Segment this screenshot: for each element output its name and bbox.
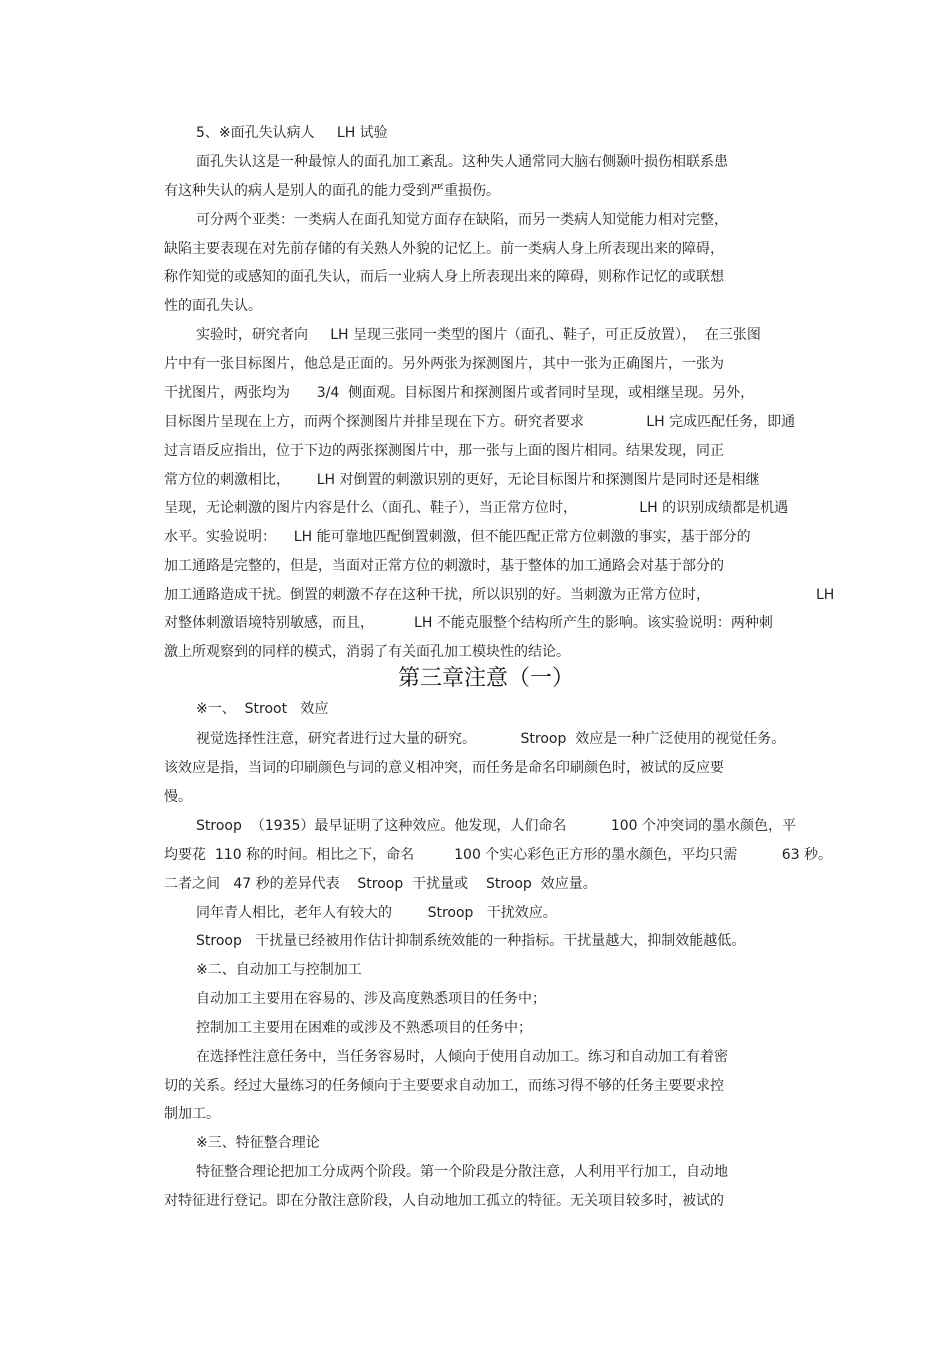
subheading-feature-integration: ※三、特征整合理论 <box>196 1135 320 1151</box>
paragraph-line: 均要花 110 称的时间。相比之下，命名 100 个实心彩色正方形的墨水颜色，平均只需 63 秒。 <box>164 847 833 863</box>
paragraph-line: 目标图片呈现在上方，而两个探测图片并排呈现在下方。研究者要求 LH 完成匹配任务，即通 <box>164 414 796 430</box>
paragraph-line: 干扰图片，两张均为 3/4 侧面观。目标图片和探测图片或者同时呈现，或相继呈现。另外， <box>164 385 755 401</box>
paragraph-line: 呈现，无论刺激的图片内容是什么（面孔、鞋子），当正常方位时， LH 的识别成绩都是机遇 <box>164 500 789 516</box>
paragraph-line: 水平。实验说明： LH 能可靠地匹配倒置刺激，但不能匹配正常方位刺激的事实，基于部分的 <box>164 529 751 545</box>
paragraph-line: LH <box>816 587 835 603</box>
paragraph-line: 慢。 <box>164 789 192 805</box>
paragraph-line: 性的面孔失认。 <box>164 298 262 314</box>
paragraph-line: 对整体刺激语境特别敏感，而且， LH 不能克服整个结构所产生的影响。该实验说明：两种刺 <box>164 615 773 631</box>
paragraph-line: 制加工。 <box>164 1106 220 1122</box>
subheading-stroop: ※一、 Stroot 效应 <box>196 701 329 717</box>
paragraph-line: 过言语反应指出，位于下边的两张探测图片中，那一张与上面的图片相同。结果发现，同正 <box>164 443 724 459</box>
paragraph-line: 切的关系。经过大量练习的任务倾向于主要要求自动加工，而练习得不够的任务主要要求控 <box>164 1078 724 1094</box>
paragraph-line: 可分两个亚类：一类病人在面孔知觉方面存在缺陷，而另一类病人知觉能力相对完整， <box>196 212 728 228</box>
paragraph-line: 加工通路是完整的，但是，当面对正常方位的刺激时，基于整体的加工通路会对基于部分的 <box>164 558 724 574</box>
paragraph-line: 面孔失认这是一种最惊人的面孔加工紊乱。这种失人通常同大脑右侧颞叶损伤相联系患 <box>196 154 728 170</box>
paragraph-line: 片中有一张目标图片，他总是正面的。另外两张为探测图片，其中一张为正确图片，一张为 <box>164 356 724 372</box>
paragraph-line: 该效应是指，当词的印刷颜色与词的意义相冲突，而任务是命名印刷颜色时，被试的反应要 <box>164 760 724 776</box>
paragraph-line: 常方位的刺激相比， LH 对倒置的刺激识别的更好，无论目标图片和探测图片是同时还是相继 <box>164 472 760 488</box>
paragraph-line: 视觉选择性注意，研究者进行过大量的研究。 Stroop 效应是一种广泛使用的视觉任务。 <box>196 731 786 747</box>
paragraph-line: 在选择性注意任务中，当任务容易时，人倾向于使用自动加工。练习和自动加工有着密 <box>196 1049 728 1065</box>
paragraph-line: 加工通路造成干扰。倒置的刺激不存在这种干扰，所以识别的好。当刺激为正常方位时， <box>164 587 710 603</box>
paragraph-line: 有这种失认的病人是别人的面孔的能力受到严重损伤。 <box>164 183 500 199</box>
paragraph-line: 对特征进行登记。即在分散注意阶段，人自动地加工孤立的特征。无关项目较多时，被试的 <box>164 1193 724 1209</box>
paragraph-line: 实验时，研究者向 LH 呈现三张同一类型的图片（面孔、鞋子，可正反放置）， 在三张图 <box>196 327 761 343</box>
paragraph-line: 激上所观察到的同样的模式，消弱了有关面孔加工模块性的结论。 <box>164 644 570 660</box>
subheading-auto-control: ※二、自动加工与控制加工 <box>196 962 362 978</box>
paragraph-line: Stroop （1935）最早证明了这种效应。他发现，人们命名 100 个冲突词的墨水颜色，平 <box>196 818 797 834</box>
paragraph-line: 缺陷主要表现在对先前存储的有关熟人外貌的记忆上。前一类病人身上所表现出来的障碍， <box>164 241 724 257</box>
section-5-heading: 5、※面孔失认病人 LH 试验 <box>196 125 388 141</box>
paragraph-line: 二者之间 47 秒的差异代表 Stroop 干扰量或 Stroop 效应量。 <box>164 876 597 892</box>
paragraph-line: 称作知觉的或感知的面孔失认，而后一业病人身上所表现出来的障碍，则称作记忆的或联想 <box>164 269 724 285</box>
paragraph-line: 特征整合理论把加工分成两个阶段。第一个阶段是分散注意，人利用平行加工，自动地 <box>196 1164 728 1180</box>
paragraph-line: 同年青人相比，老年人有较大的 Stroop 干扰效应。 <box>196 905 557 921</box>
paragraph-line: 自动加工主要用在容易的、涉及高度熟悉项目的任务中； <box>196 991 546 1007</box>
chapter-title: 第三章注意（一） <box>398 666 575 691</box>
paragraph-line: 控制加工主要用在困难的或涉及不熟悉项目的任务中； <box>196 1020 532 1036</box>
paragraph-line: Stroop 干扰量已经被用作估计抑制系统效能的一种指标。干扰量越大，抑制效能越低。 <box>196 933 746 949</box>
